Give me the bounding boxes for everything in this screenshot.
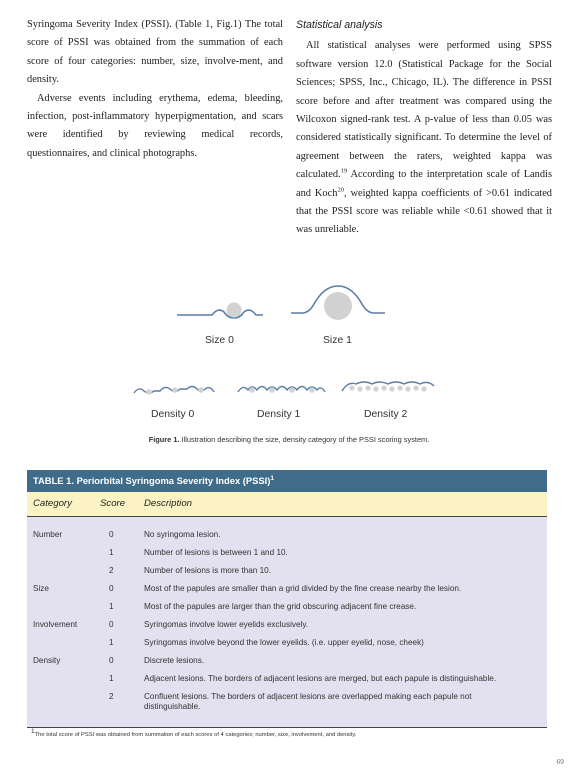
cell-score: 2 [109,692,114,701]
cell-score: 1 [109,602,114,611]
cell-description: Most of the papules are larger than the grid obscuring adjacent fine crease. [144,602,417,611]
cell-score: 0 [109,584,114,593]
stat-text-a: All statistical analyses were performed using SPSS software version 12.0 (Statistical Package for the Social Sciences; SPSS, Inc., Chicago, IL). The difference in PSSI score before and after treatment was compared using the Wilcoxon signed-rank test. A p-value of less than 0.05 was considered statistically significant. To determine the level of agreement between the raters, weighted kappa was calculated. [296,40,552,181]
cell-category: Involvement [33,620,78,629]
cell-score: 1 [109,548,114,557]
cell-description: Number of lesions is between 1 and 10. [144,548,288,557]
cell-description: Discrete lesions. [144,656,205,665]
section-heading-statistical-analysis: Statistical analysis [296,19,383,31]
density-2-illustration [342,382,434,392]
cell-score: 1 [109,638,114,647]
table-body [27,517,547,728]
table-header-row [27,492,547,517]
page-number: 69 [556,759,564,766]
label-density-0: Density 0 [151,409,195,420]
figure-illustration [0,280,578,430]
header-score: Score [100,498,126,509]
cell-description: Confluent lesions. The borders of adjacent lesions are overlapped making each papule not distinguishable. [144,692,472,711]
label-size-1: Size 1 [323,335,352,346]
left-paragraph-1: Syringoma Severity Index (PSSI). (Table 1, Fig.1) The total score of PSSI was obtained from the summation of each score of four categories: number, size, involve-ment, and density. [27,19,283,86]
label-size-0: Size 0 [205,335,234,346]
stat-text-b: According to the interpretation scale of Landis and Koch [296,169,552,199]
footnote-sup: 1 [31,728,35,736]
density-1-illustration [238,387,325,393]
cell-description: No syringoma lesion. [144,530,221,539]
table-title-sup: 1 [270,474,275,482]
cell-category: Density [33,656,61,665]
header-category: Category [33,498,72,509]
figure-caption-text: Illustration describing the size, density category of the PSSI scoring system. [179,435,430,444]
cell-score: 0 [109,656,114,665]
cell-description: Most of the papules are smaller than a grid divided by the fine crease nearby the lesion. [144,584,462,593]
reference-19: 19 [340,167,348,175]
figure-caption-label: Figure 1. [148,435,180,444]
table-title [27,470,547,492]
density-0-illustration [134,387,214,395]
cell-description: Adjacent lesions. The borders of adjacent lesions are merged, but each papule is distinguishable. [144,674,497,683]
cell-description: Number of lesions is more than 10. [144,566,271,575]
footnote-text: The total score of PSSI was obtained from summation of each scores of 4 categories; number, size, involvement, and density. [34,732,357,738]
right-text-column [296,16,552,240]
cell-description: Syringomas involve lower eyelids exclusively. [144,620,309,629]
label-density-1: Density 1 [257,409,301,420]
size-0-illustration [177,303,263,319]
left-paragraph-2: Adverse events including erythema, edema, bleeding, infection, post-inflammatory hyperpigmentation, and scars were identified by reviewing medical records, questionnaires, and clinical photographs. [27,92,283,159]
stat-text-c: , weighted kappa coefficients of >0.61 indicated that the PSSI score was reliable while <0.61 showed that it was unreliable. [296,187,553,236]
size-1-illustration [291,286,385,320]
cell-category: Size [33,584,49,593]
figure-caption [0,435,578,444]
cell-score: 2 [109,566,114,575]
cell-score: 0 [109,620,114,629]
left-text-column [27,16,283,163]
table-1 [27,470,547,738]
right-paragraph-1 [296,37,552,239]
label-density-2: Density 2 [364,409,408,420]
table-title-text: TABLE 1. Periorbital Syringoma Severity Index (PSSI) [33,475,271,486]
figure-1 [0,280,578,455]
table-footnote [27,728,547,738]
cell-description: Syringomas involve beyond the lower eyelids. (i.e. upper eyelid, nose, cheek) [144,638,424,647]
cell-category: Number [33,530,63,539]
cell-score: 1 [109,674,114,683]
header-description: Description [144,498,192,509]
reference-20: 20 [337,186,344,194]
cell-score: 0 [109,530,114,539]
